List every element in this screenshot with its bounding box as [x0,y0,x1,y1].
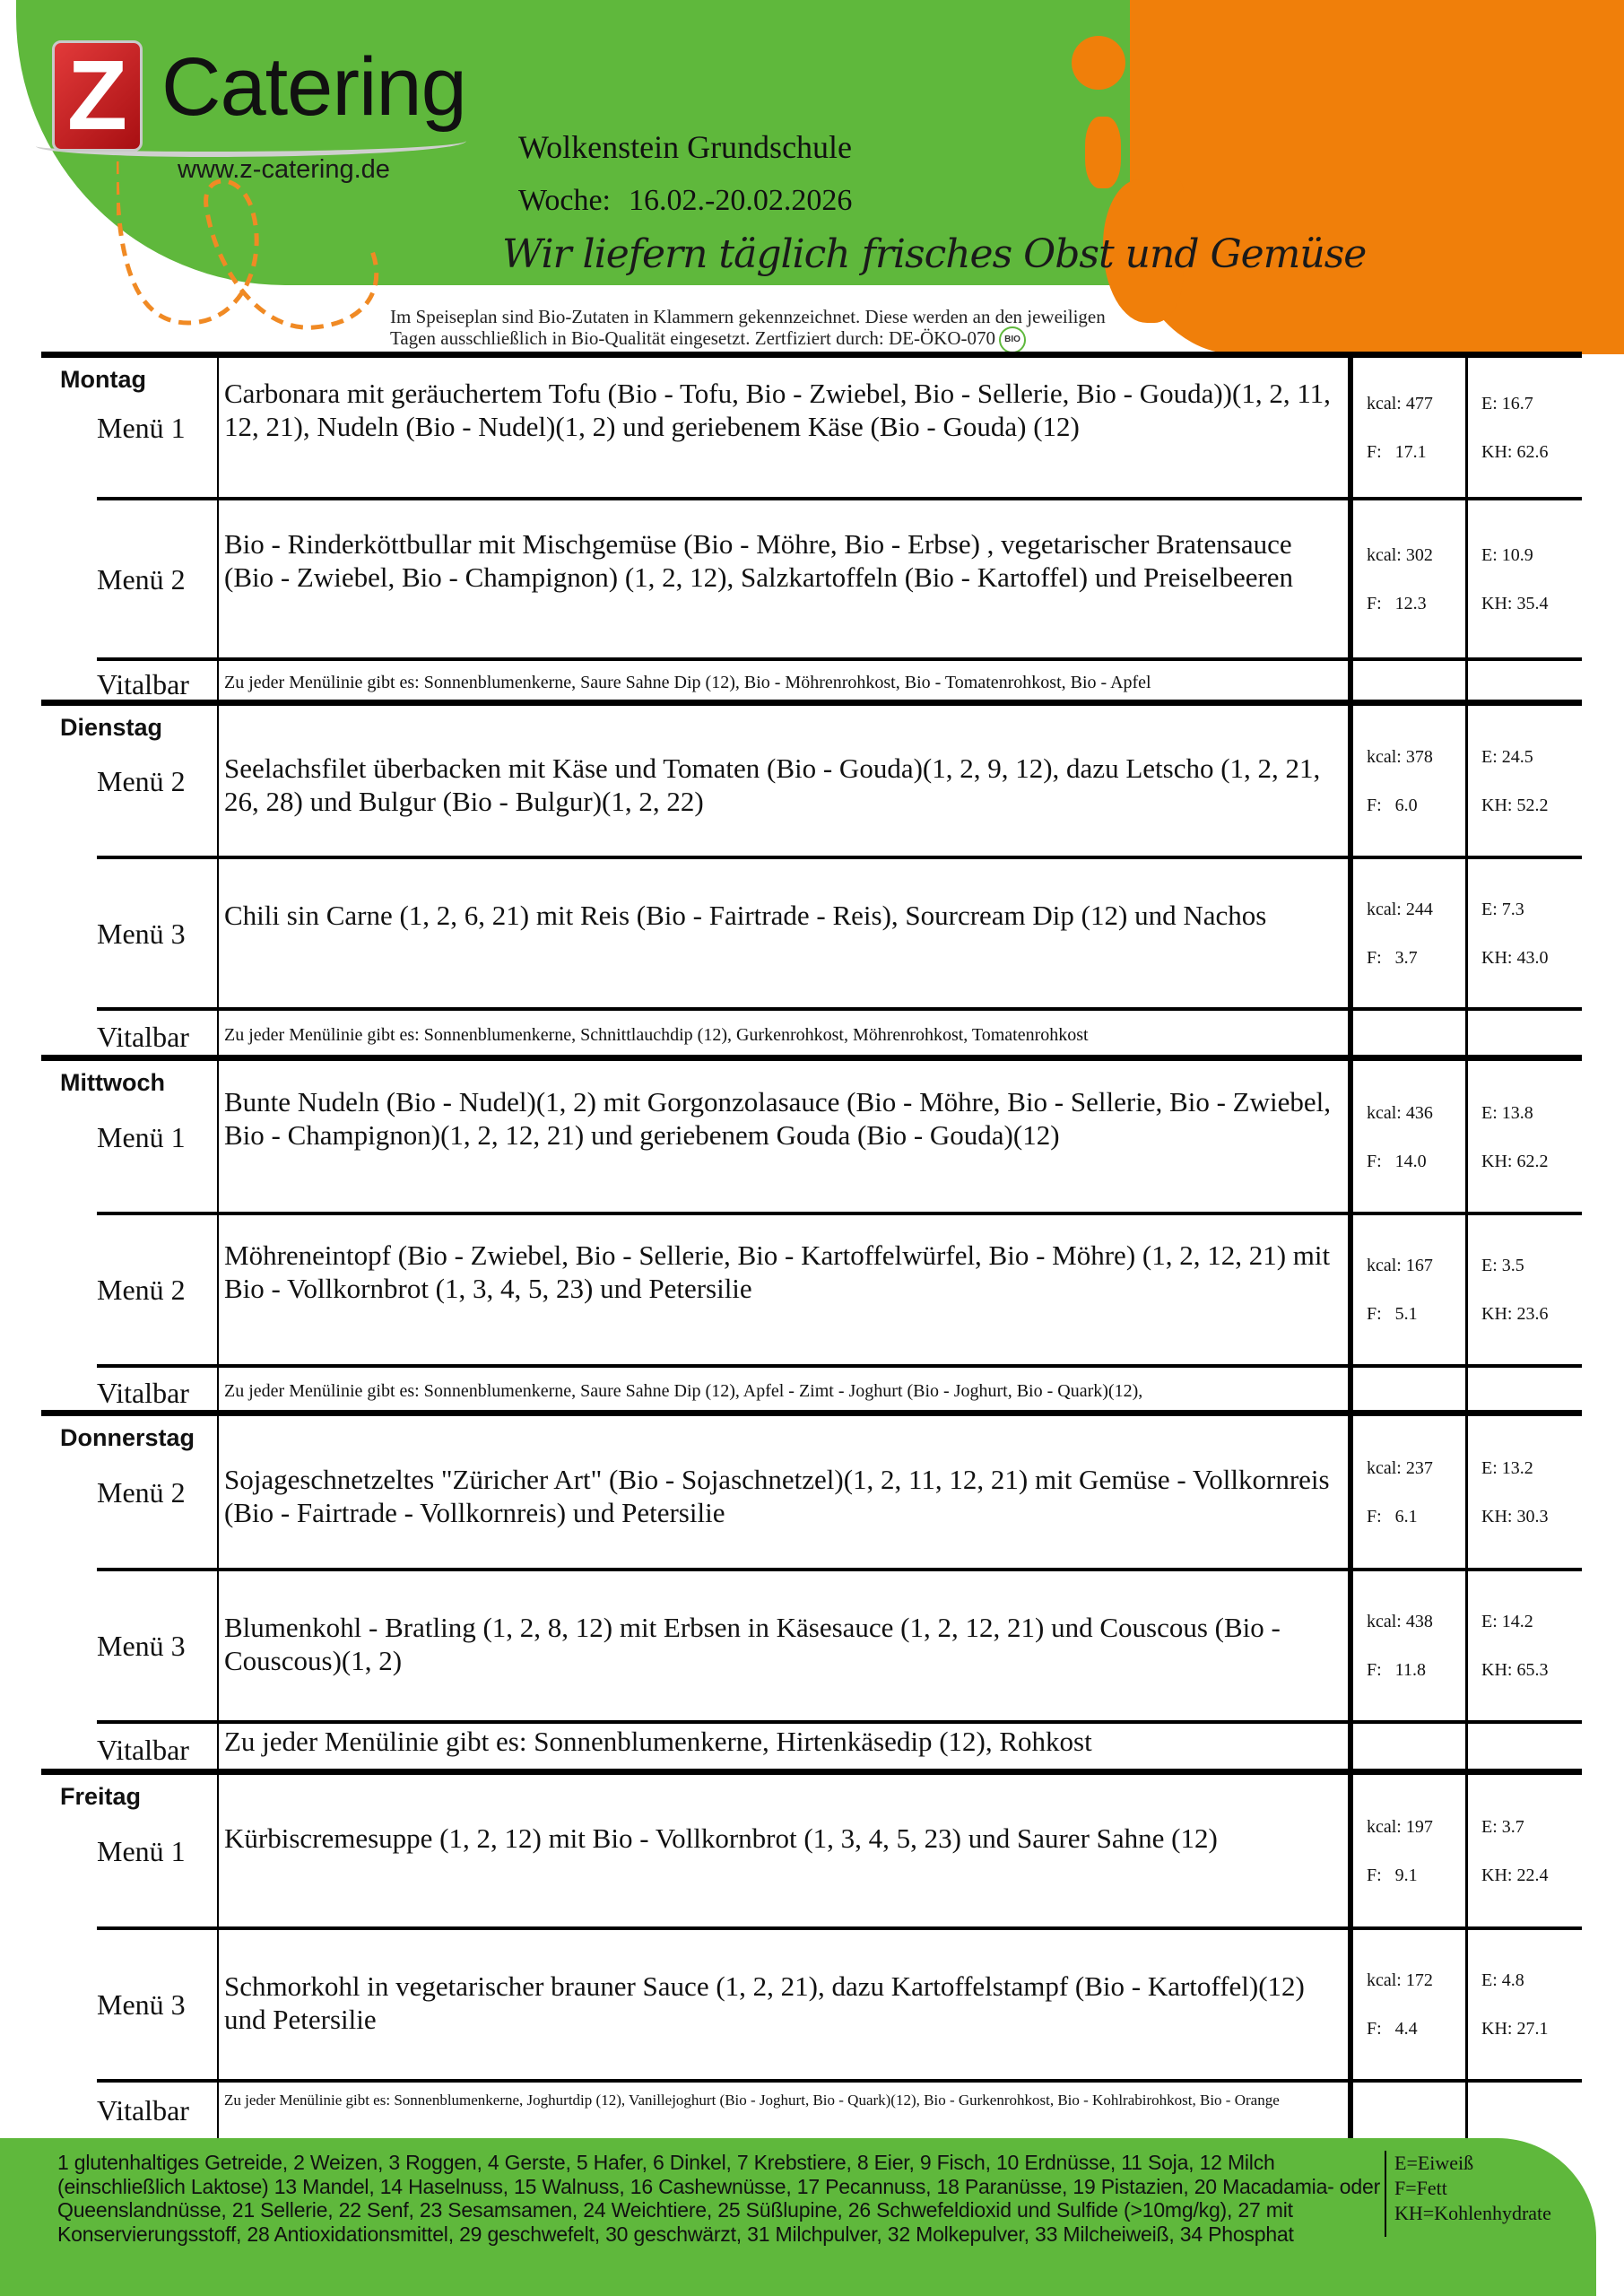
protein-value: E: 7.3 [1481,899,1524,919]
menu-description: Möhreneintopf (Bio - Zwiebel, Bio - Sellerie, Bio - Kartoffelwürfel, Bio - Möhre) (1, 2, 12, 21) mit Bio - Vollkornbrot (1, 3, 4, 5, 23) und Petersilie [224,1239,1331,1304]
allergen-list: 1 glutenhaltiges Getreide, 2 Weizen, 3 Roggen, 4 Gerste, 5 Hafer, 6 Dinkel, 7 Krebstiere, 8 Eier, 9 Fisch, 10 Erdnüsse, 11 Soja, 12 Milch (einschließlich Laktose) 13 Mandel, 14 Haselnuss, 15 Walnuss, 16 Cashewnüsse, 17 Pecannuss, 18 Paranüsse, 19 Pistazien, 20 Macadamia- oder Queenslandnüsse, 21 Sellerie, 22 Senf, 23 Sesamsamen, 24 Weichtiere, 25 Süßlupine, 26 Schwefeldioxid und Sulfide (>10mg/kg), 27 mit Konservierungsstoff, 28 Antioxidationsmittel, 29 geschwefelt, 30 geschwärzt, 31 Milchpulver, 32 Molkepulver, 33 Milcheiweiß, 34 Phosphat [57,2151,1381,2246]
menu-description: Bio - Rinderköttbullar mit Mischgemüse (Bio - Möhre, Bio - Erbse) , vegetarischer Bratensauce (Bio - Zwiebel, Bio - Champignon) (1, 2, 12), Salzkartoffeln (Bio - Kartoffel) und Preiselbeeren [224,528,1294,593]
carbs-value: KH: 62.6 [1481,442,1549,462]
day-separator [41,1410,1582,1416]
menu-label: Menü 3 [97,1630,186,1662]
week-label: Woche: [518,184,611,217]
carbs-value: KH: 27.1 [1481,2019,1549,2039]
menu-description: Schmorkohl in vegetarischer brauner Sauce (1, 2, 21), dazu Kartoffelstampf (Bio - Kartoffel)(12) und Petersilie [224,1970,1305,2035]
menu-label: Menü 2 [97,765,186,797]
kcal-value: kcal: 378 [1367,747,1433,767]
carbs-value: KH: 22.4 [1481,1866,1549,1885]
kcal-value: kcal: 436 [1367,1102,1433,1123]
kcal-value: kcal: 302 [1367,544,1433,565]
protein-value: E: 4.8 [1481,1970,1524,1990]
row-separator [97,1212,1582,1215]
nutrition-column-divider [1465,352,1468,2145]
protein-value: E: 24.5 [1481,747,1533,767]
menu-description: Blumenkohl - Bratling (1, 2, 8, 12) mit Erbsen in Käsesauce (1, 2, 12, 21) und Couscous (Bio - Couscous)(1, 2) [224,1612,1281,1676]
kcal-value: kcal: 438 [1367,1612,1433,1631]
fat-value: F: 11.8 [1367,1660,1426,1680]
legend-carbs: KH=Kohlenhydrate [1394,2202,1551,2224]
menu-label: Menü 1 [97,1120,186,1153]
protein-value: E: 13.8 [1481,1102,1533,1123]
logo-z-badge: Z [52,40,143,152]
kcal-value: kcal: 197 [1367,1817,1433,1837]
orange-splash [1072,36,1125,90]
vitalbar-label: Vitalbar [97,1734,189,1766]
menu-description: Sojageschnetzeltes "Züricher Art" (Bio - Sojaschnetzel)(1, 2, 11, 12, 21) mit Gemüse - Vollkornreis (Bio - Fairtrade - Vollkornreis) und Petersilie [224,1464,1330,1528]
menu-column-divider [217,352,219,2145]
row-separator [97,497,1582,500]
school-name: Wolkenstein Grundschule [518,129,853,165]
row-separator [97,2079,1582,2083]
carbs-value: KH: 35.4 [1481,593,1549,613]
fat-value: F: 4.4 [1367,2019,1418,2039]
carbs-value: KH: 62.2 [1481,1151,1549,1171]
menu-label: Menü 1 [97,1835,186,1867]
day-label: Freitag [60,1783,142,1810]
menu-description: Seelachsfilet überbacken mit Käse und Tomaten (Bio - Gouda)(1, 2, 9, 12), dazu Letscho (1, 2, 21, 26, 28) und Bulgur (Bio - Bulgur)(1, 2, 22) [224,752,1321,817]
vitalbar-label: Vitalbar [97,1376,189,1409]
z-catering-logo [36,22,466,184]
logo-wordmark: Catering [161,41,466,133]
logo-url[interactable]: www.z-catering.de [178,155,390,184]
slogan: Wir liefern täglich frisches Obst und Gemüse [502,231,1367,277]
fat-value: F: 6.1 [1367,1507,1418,1526]
day-separator [41,1769,1582,1775]
carbs-value: KH: 52.2 [1481,796,1549,815]
vitalbar-description: Zu jeder Menülinie gibt es: Sonnenblumenkerne, Schnittlauchdip (12), Gurkenrohkost, Möhrenrohkost, Tomatenrohkost [224,1024,1089,1045]
fat-value: F: 17.1 [1367,442,1427,462]
day-separator [41,352,1582,358]
legend-protein: E=Eiweiß [1394,2152,1474,2174]
kcal-value: kcal: 237 [1367,1458,1433,1478]
row-separator [97,657,1582,661]
row-separator [97,1568,1582,1571]
vitalbar-label: Vitalbar [97,667,189,700]
vitalbar-description: Zu jeder Menülinie gibt es: Sonnenblumenkerne, Joghurtdip (12), Vanillejoghurt (Bio - Joghurt, Bio - Quark)(12), Bio - Gurkenrohkost, Bio - Kohlrabirohkost, Bio - Orange [224,2092,1280,2109]
bio-note-line-2-text: Tagen ausschließlich in Bio-Qualität eingesetzt. Zertfiziert durch: DE-ÖKO-070 [390,326,995,349]
kcal-value: kcal: 244 [1367,899,1433,919]
menu-description: Carbonara mit geräuchertem Tofu (Bio - Tofu, Bio - Zwiebel, Bio - Sellerie, Bio - Gouda))(1, 2, 11, 12, 21), Nudeln (Bio - Nudel)(1, 2) und geriebenem Käse (Bio - Gouda) (12) [224,377,1331,442]
header-orange-background [1130,0,1624,354]
nutrition-column-divider [1348,352,1353,2145]
carbs-value: KH: 23.6 [1481,1304,1549,1324]
fat-value: F: 9.1 [1367,1866,1418,1885]
fat-value: F: 6.0 [1367,796,1418,815]
week-range [518,184,852,218]
bio-note-line-2 [390,326,1215,353]
protein-value: E: 3.7 [1481,1817,1524,1837]
fat-value: F: 5.1 [1367,1304,1418,1324]
kcal-value: kcal: 477 [1367,394,1433,413]
carbs-value: KH: 30.3 [1481,1507,1549,1526]
menu-label: Menü 2 [97,1274,186,1306]
row-separator [97,1720,1582,1724]
day-separator [41,700,1582,706]
day-label: Donnerstag [60,1424,195,1451]
row-separator [97,856,1582,859]
protein-value: E: 14.2 [1481,1612,1533,1631]
kcal-value: kcal: 172 [1367,1970,1433,1990]
day-label: Montag [60,366,146,393]
menu-label: Menü 1 [97,412,186,444]
vitalbar-description: Zu jeder Menülinie gibt es: Sonnenblumenkerne, Hirtenkäsedip (12), Rohkost [224,1726,1092,1757]
week-dates: 16.02.-20.02.2026 [629,184,853,217]
menu-label: Menü 3 [97,1988,186,2021]
menu-label: Menü 2 [97,1476,186,1509]
menu-description: Chili sin Carne (1, 2, 6, 21) mit Reis (Bio - Fairtrade - Reis), Sourcream Dip (12) und Nachos [224,899,1267,931]
day-separator [41,1055,1582,1061]
carbs-value: KH: 43.0 [1481,947,1549,968]
row-separator [97,1926,1582,1930]
day-label: Dienstag [60,714,163,741]
row-separator [97,1364,1582,1368]
bio-note [390,307,1215,353]
kcal-value: kcal: 167 [1367,1256,1433,1275]
vitalbar-label: Vitalbar [97,1020,189,1053]
protein-value: E: 16.7 [1481,394,1533,413]
fat-value: F: 14.0 [1367,1151,1427,1171]
protein-value: E: 10.9 [1481,544,1533,565]
fat-value: F: 12.3 [1367,593,1427,613]
row-separator [97,1007,1582,1011]
legend-fat: F=Fett [1394,2177,1447,2199]
protein-value: E: 13.2 [1481,1458,1533,1478]
fat-value: F: 3.7 [1367,947,1418,968]
vitalbar-description: Zu jeder Menülinie gibt es: Sonnenblumenkerne, Saure Sahne Dip (12), Bio - Möhrenrohkost, Bio - Tomatenrohkost, Bio - Apfel [224,672,1151,692]
day-label: Mittwoch [60,1069,165,1096]
menu-label: Menü 2 [97,562,186,596]
menu-description: Kürbiscremesuppe (1, 2, 12) mit Bio - Vollkornbrot (1, 3, 4, 5, 23) und Saurer Sahne (12) [224,1822,1218,1854]
vitalbar-description: Zu jeder Menülinie gibt es: Sonnenblumenkerne, Saure Sahne Dip (12), Apfel - Zimt - Joghurt (Bio - Joghurt, Bio - Quark)(12), [224,1380,1143,1401]
bio-seal-icon: BIO [999,326,1026,353]
menu-label: Menü 3 [97,917,186,950]
bio-note-line-1: Im Speiseplan sind Bio-Zutaten in Klammern gekennzeichnet. Diese werden an den jeweiligen [390,306,1106,327]
carbs-value: KH: 65.3 [1481,1660,1549,1680]
legend-divider [1385,2151,1386,2237]
nutrition-legend [1394,2151,1551,2226]
vitalbar-label: Vitalbar [97,2094,189,2126]
menu-description: Bunte Nudeln (Bio - Nudel)(1, 2) mit Gorgonzolasauce (Bio - Möhre, Bio - Sellerie, Bio - Zwiebel, Bio - Champignon)(1, 2, 12, 21) und geriebenem Gouda (Bio - Gouda)(12) [224,1086,1331,1151]
protein-value: E: 3.5 [1481,1256,1524,1275]
orange-splash [1085,117,1121,188]
